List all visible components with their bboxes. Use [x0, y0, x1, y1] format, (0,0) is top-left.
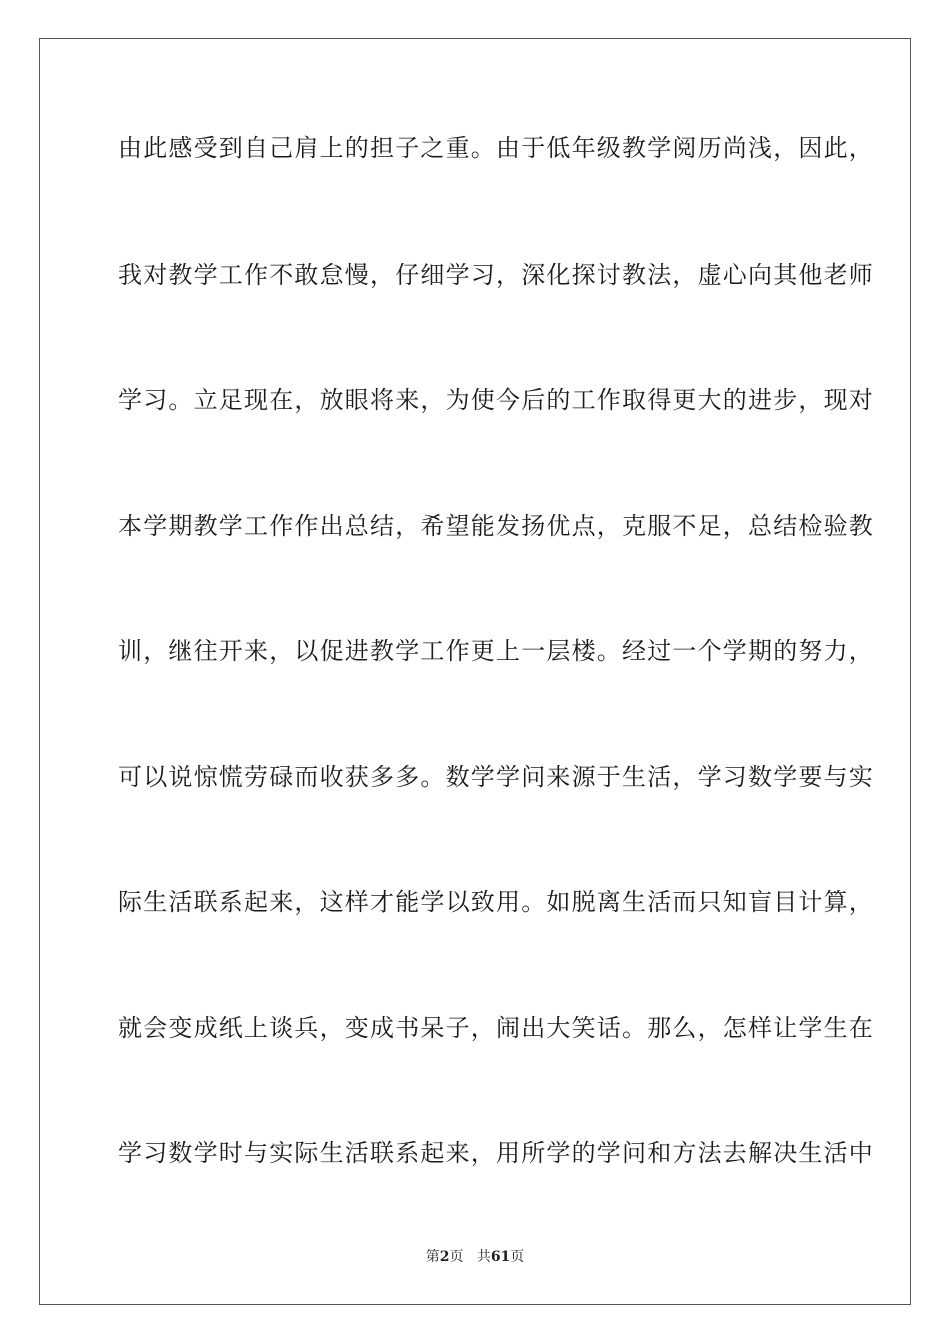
total-page-count: 61 [490, 1249, 511, 1265]
page-suffix: 页 [449, 1249, 464, 1265]
total-prefix: 共 [476, 1249, 491, 1265]
body-text-line: 训，继往开来，以促进教学工作更上一层楼。经过一个学期的努力， [118, 637, 874, 665]
current-page-number: 2 [439, 1249, 450, 1265]
total-suffix: 页 [510, 1249, 525, 1265]
body-text-line: 就会变成纸上谈兵，变成书呆子，闹出大笑话。那么，怎样让学生在 [118, 1014, 874, 1042]
body-text-line: 学习数学时与实际生活联系起来，用所学的学问和方法去解决生活中 [118, 1139, 874, 1167]
page-prefix: 第 [425, 1249, 440, 1265]
page-border [39, 38, 911, 1305]
body-text-line: 我对教学工作不敢怠慢，仔细学习，深化探讨教法，虚心向其他老师 [118, 261, 874, 289]
body-text-line: 由此感受到自己肩上的担子之重。由于低年级教学阅历尚浅，因此， [118, 134, 874, 162]
page-number-footer [0, 1248, 950, 1266]
body-text-line: 本学期教学工作作出总结，希望能发扬优点，克服不足，总结检验教 [118, 512, 874, 540]
body-text-line: 可以说惊慌劳碌而收获多多。数学学问来源于生活，学习数学要与实 [118, 763, 874, 791]
body-text-line: 学习。立足现在，放眼将来，为使今后的工作取得更大的进步，现对 [118, 386, 874, 414]
body-text-line: 际生活联系起来，这样才能学以致用。如脱离生活而只知盲目计算， [118, 888, 874, 916]
